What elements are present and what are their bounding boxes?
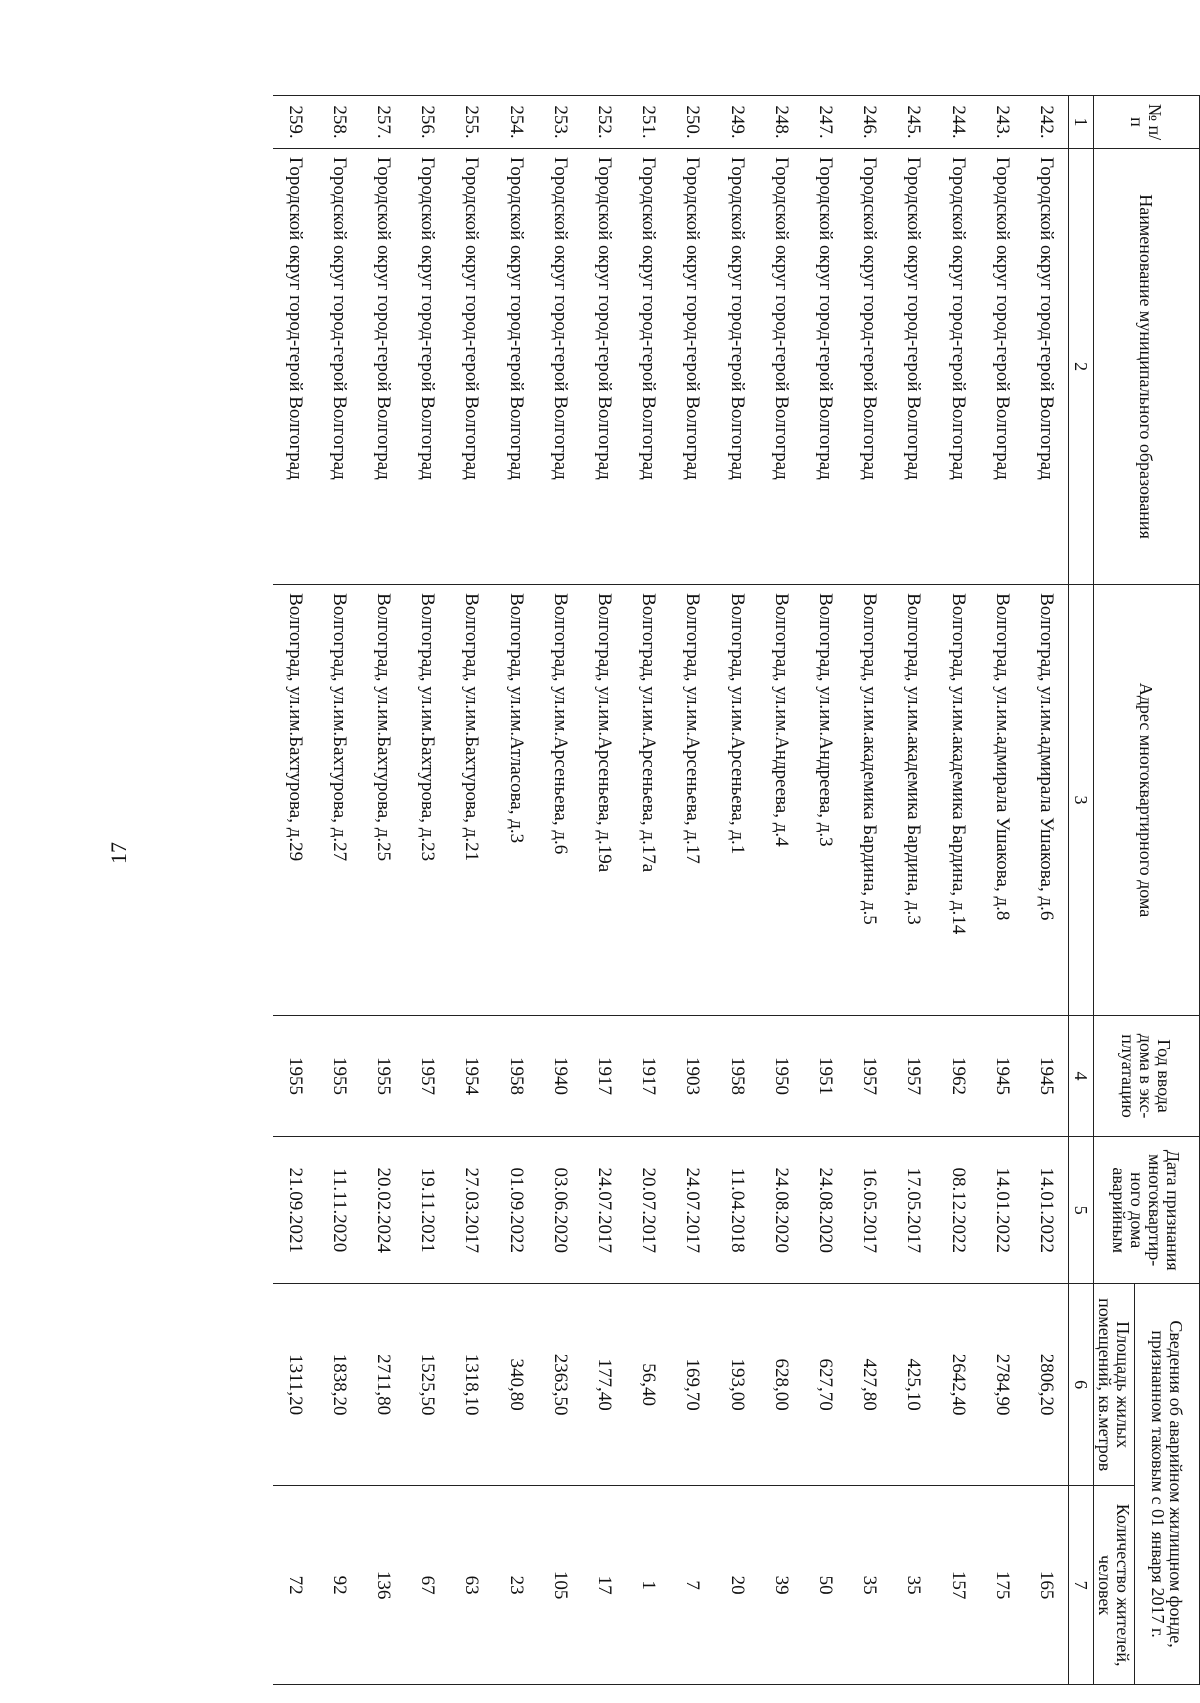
row-number: 251. [626, 96, 670, 149]
row-number: 253. [538, 96, 582, 149]
table-row [317, 96, 361, 1685]
residents-cell: 7 [670, 1486, 714, 1685]
residents-cell: 35 [891, 1486, 935, 1685]
area-cell: 2711,80 [361, 1284, 405, 1486]
date-cell: 24.08.2020 [759, 1137, 803, 1284]
residents-cell: 175 [980, 1486, 1024, 1685]
table-row [538, 96, 582, 1685]
column-number: 6 [1069, 1284, 1094, 1486]
column-number: 1 [1069, 96, 1094, 149]
table-row [847, 96, 891, 1685]
row-number: 255. [449, 96, 493, 149]
municipality-cell: Городской округ город-герой Волгоград [980, 149, 1024, 585]
area-cell: 1311,20 [273, 1284, 317, 1486]
residents-cell: 157 [935, 1486, 979, 1685]
year-cell: 1955 [317, 1015, 361, 1136]
year-cell: 1945 [980, 1015, 1024, 1136]
row-number: 246. [847, 96, 891, 149]
date-cell: 11.04.2018 [715, 1137, 759, 1284]
date-cell: 14.01.2022 [980, 1137, 1024, 1284]
area-cell: 427,80 [847, 1284, 891, 1486]
municipality-cell: Городской округ город-герой Волгоград [405, 149, 449, 585]
row-number: 257. [361, 96, 405, 149]
year-cell: 1940 [538, 1015, 582, 1136]
column-number: 4 [1069, 1015, 1094, 1136]
date-cell: 21.09.2021 [273, 1137, 317, 1284]
area-cell: 1318,10 [449, 1284, 493, 1486]
area-cell: 1838,20 [317, 1284, 361, 1486]
address-cell: Волгоград, ул.им.академика Бардина, д.14 [935, 585, 979, 1016]
date-cell: 08.12.2022 [935, 1137, 979, 1284]
address-cell: Волгоград, ул.им.Бахтурова, д.29 [273, 585, 317, 1016]
column-number: 3 [1069, 585, 1094, 1016]
municipality-cell: Городской округ город-герой Волгоград [670, 149, 714, 585]
date-cell: 24.07.2017 [670, 1137, 714, 1284]
table-row [273, 96, 317, 1685]
date-cell: 11.11.2020 [317, 1137, 361, 1284]
residents-cell: 67 [405, 1486, 449, 1685]
area-cell: 1525,50 [405, 1284, 449, 1486]
rotated-table-container [280, 95, 1200, 1685]
table-row [670, 96, 714, 1685]
area-cell: 169,70 [670, 1284, 714, 1486]
residents-cell: 105 [538, 1486, 582, 1685]
municipality-cell: Городской округ город-герой Волгоград [449, 149, 493, 585]
address-cell: Волгоград, ул.им.Арсеньева, д.17 [670, 585, 714, 1016]
date-cell: 27.03.2017 [449, 1137, 493, 1284]
table-row [715, 96, 759, 1685]
municipality-cell: Городской округ город-герой Волгоград [847, 149, 891, 585]
row-number: 259. [273, 96, 317, 149]
date-cell: 24.08.2020 [803, 1137, 847, 1284]
date-cell: 24.07.2017 [582, 1137, 626, 1284]
address-cell: Волгоград, ул.им.адмирала Ушакова, д.8 [980, 585, 1024, 1016]
residents-cell: 50 [803, 1486, 847, 1685]
header-year: Год ввода дома в экс-плуатацию [1094, 1015, 1200, 1136]
address-cell: Волгоград, ул.им.Арсеньева, д.6 [538, 585, 582, 1016]
address-cell: Волгоград, ул.им.адмирала Ушакова, д.6 [1024, 585, 1069, 1016]
year-cell: 1917 [582, 1015, 626, 1136]
area-cell: 2806,20 [1024, 1284, 1069, 1486]
residents-cell: 1 [626, 1486, 670, 1685]
year-cell: 1951 [803, 1015, 847, 1136]
address-cell: Волгоград, ул.им.Бахтурова, д.27 [317, 585, 361, 1016]
municipality-cell: Городской округ город-герой Волгоград [494, 149, 538, 585]
address-cell: Волгоград, ул.им.Бахтурова, д.23 [405, 585, 449, 1016]
municipality-cell: Городской округ город-герой Волгоград [626, 149, 670, 585]
table-row [405, 96, 449, 1685]
table-row [891, 96, 935, 1685]
address-cell: Волгоград, ул.им.Андреева, д.3 [803, 585, 847, 1016]
municipality-cell: Городской округ город-герой Волгоград [538, 149, 582, 585]
address-cell: Волгоград, ул.им.Бахтурова, д.25 [361, 585, 405, 1016]
municipality-cell: Городской округ город-герой Волгоград [1024, 149, 1069, 585]
header-residents: Количество жителей, человек [1094, 1486, 1135, 1685]
residents-cell: 20 [715, 1486, 759, 1685]
row-number: 249. [715, 96, 759, 149]
year-cell: 1957 [891, 1015, 935, 1136]
municipality-cell: Городской округ город-герой Волгоград [361, 149, 405, 585]
area-cell: 2363,50 [538, 1284, 582, 1486]
date-cell: 01.09.2022 [494, 1137, 538, 1284]
year-cell: 1957 [405, 1015, 449, 1136]
address-cell: Волгоград, ул.им.академика Бардина, д.3 [891, 585, 935, 1016]
address-cell: Волгоград, ул.им.академика Бардина, д.5 [847, 585, 891, 1016]
row-number: 252. [582, 96, 626, 149]
header-area: Площадь жилых помещений, кв.метров [1094, 1284, 1135, 1486]
table-row [449, 96, 493, 1685]
area-cell: 56,40 [626, 1284, 670, 1486]
municipality-cell: Городской округ город-герой Волгоград [582, 149, 626, 585]
row-number: 247. [803, 96, 847, 149]
area-cell: 627,70 [803, 1284, 847, 1486]
municipality-cell: Городской округ город-герой Волгоград [803, 149, 847, 585]
year-cell: 1945 [1024, 1015, 1069, 1136]
header-info: Сведения об аварийном жилищном фонде, признанном таковым с 01 января 2017 г. [1135, 1284, 1200, 1685]
residents-cell: 72 [273, 1486, 317, 1685]
year-cell: 1955 [361, 1015, 405, 1136]
column-number: 7 [1069, 1486, 1094, 1685]
municipality-cell: Городской округ город-герой Волгоград [935, 149, 979, 585]
row-number: 243. [980, 96, 1024, 149]
table-row [582, 96, 626, 1685]
row-number: 254. [494, 96, 538, 149]
table-row [980, 96, 1024, 1685]
municipality-cell: Городской округ город-герой Волгоград [715, 149, 759, 585]
area-cell: 340,80 [494, 1284, 538, 1486]
header-date: Дата признания многоквартир-ного дома аварийным [1094, 1137, 1200, 1284]
table-row [626, 96, 670, 1685]
area-cell: 2784,90 [980, 1284, 1024, 1486]
year-cell: 1962 [935, 1015, 979, 1136]
table-row [759, 96, 803, 1685]
year-cell: 1954 [449, 1015, 493, 1136]
table-row [803, 96, 847, 1685]
year-cell: 1950 [759, 1015, 803, 1136]
year-cell: 1917 [626, 1015, 670, 1136]
residents-cell: 165 [1024, 1486, 1069, 1685]
residents-cell: 17 [582, 1486, 626, 1685]
date-cell: 16.05.2017 [847, 1137, 891, 1284]
address-cell: Волгоград, ул.им.Арсеньева, д.1 [715, 585, 759, 1016]
address-cell: Волгоград, ул.им.Атласова, д.3 [494, 585, 538, 1016]
table-row [361, 96, 405, 1685]
year-cell: 1958 [715, 1015, 759, 1136]
column-number: 5 [1069, 1137, 1094, 1284]
residents-cell: 136 [361, 1486, 405, 1685]
row-number: 244. [935, 96, 979, 149]
date-cell: 20.07.2017 [626, 1137, 670, 1284]
emergency-housing-table [273, 95, 1200, 1685]
year-cell: 1957 [847, 1015, 891, 1136]
residents-cell: 35 [847, 1486, 891, 1685]
address-cell: Волгоград, ул.им.Арсеньева, д.17а [626, 585, 670, 1016]
row-number: 248. [759, 96, 803, 149]
municipality-cell: Городской округ город-герой Волгоград [759, 149, 803, 585]
date-cell: 14.01.2022 [1024, 1137, 1069, 1284]
area-cell: 628,00 [759, 1284, 803, 1486]
header-address: Адрес многоквартирного дома [1094, 585, 1200, 1016]
row-number: 245. [891, 96, 935, 149]
residents-cell: 39 [759, 1486, 803, 1685]
row-number: 242. [1024, 96, 1069, 149]
header-num: № п/п [1094, 96, 1200, 149]
table-body [273, 96, 1069, 1685]
column-number: 2 [1069, 149, 1094, 585]
table-row [494, 96, 538, 1685]
row-number: 258. [317, 96, 361, 149]
area-cell: 425,10 [891, 1284, 935, 1486]
row-number: 256. [405, 96, 449, 149]
page-number: 17 [106, 842, 131, 864]
area-cell: 193,00 [715, 1284, 759, 1486]
area-cell: 177,40 [582, 1284, 626, 1486]
year-cell: 1903 [670, 1015, 714, 1136]
year-cell: 1958 [494, 1015, 538, 1136]
table-row [935, 96, 979, 1685]
table-row [1024, 96, 1069, 1685]
header-municipality: Наименование муниципального образования [1094, 149, 1200, 585]
address-cell: Волгоград, ул.им.Бахтурова, д.21 [449, 585, 493, 1016]
date-cell: 19.11.2021 [405, 1137, 449, 1284]
municipality-cell: Городской округ город-герой Волгоград [891, 149, 935, 585]
date-cell: 17.05.2017 [891, 1137, 935, 1284]
address-cell: Волгоград, ул.им.Арсеньева, д.19а [582, 585, 626, 1016]
municipality-cell: Городской округ город-герой Волгоград [317, 149, 361, 585]
row-number: 250. [670, 96, 714, 149]
area-cell: 2642,40 [935, 1284, 979, 1486]
residents-cell: 63 [449, 1486, 493, 1685]
date-cell: 03.06.2020 [538, 1137, 582, 1284]
municipality-cell: Городской округ город-герой Волгоград [273, 149, 317, 585]
address-cell: Волгоград, ул.им.Андреева, д.4 [759, 585, 803, 1016]
date-cell: 20.02.2024 [361, 1137, 405, 1284]
year-cell: 1955 [273, 1015, 317, 1136]
residents-cell: 23 [494, 1486, 538, 1685]
residents-cell: 92 [317, 1486, 361, 1685]
